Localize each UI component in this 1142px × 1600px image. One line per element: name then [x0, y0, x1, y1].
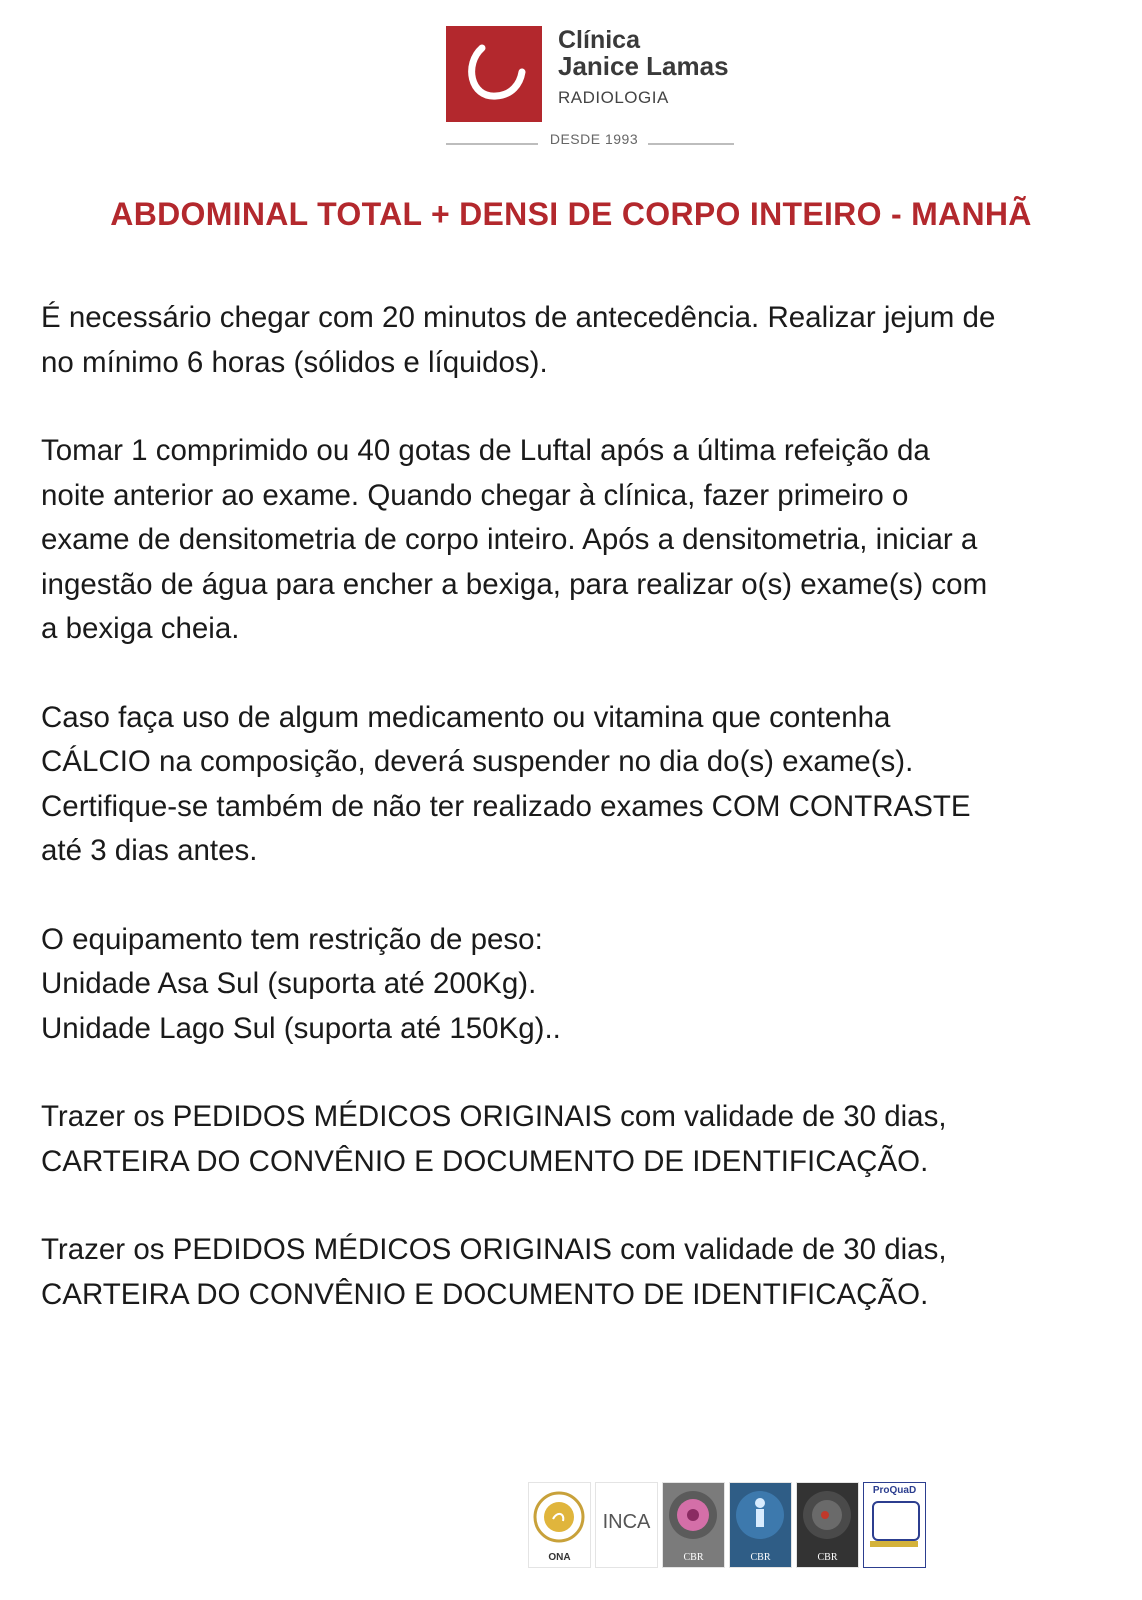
logo-text-clinica: Clínica	[558, 26, 640, 54]
inca-badge	[595, 1482, 658, 1568]
cbr-label: CBR	[683, 1552, 704, 1563]
logo-divider-left	[446, 143, 538, 145]
cbr-mamografia-badge	[662, 1482, 725, 1568]
text-line: Unidade Asa Sul (suporta até 200Kg).	[41, 967, 537, 1000]
cbr-label: CBR	[817, 1552, 838, 1563]
logo-text-radiologia: RADIOLOGIA	[558, 88, 669, 107]
text-line: noite anterior ao exame. Quando chegar à clínica, fazer primeiro o	[41, 478, 909, 512]
instruction-paragraph-documents	[41, 1095, 1113, 1184]
logo-mark	[446, 26, 542, 122]
text-line: CÁLCIO na composição, deverá suspender no dia do(s) exame(s).	[41, 745, 914, 778]
logo-since: DESDE 1993	[549, 131, 639, 147]
text-line: exame de densitometria de corpo inteiro. Após a densitometria, iniciar a	[41, 523, 978, 556]
cbr-label: CBR	[750, 1552, 771, 1563]
ona-label: ONA	[548, 1552, 571, 1563]
text-line: a bexiga cheia.	[41, 612, 240, 645]
proquad-seal-icon	[872, 1501, 920, 1541]
instruction-paragraph-documents-repeat	[41, 1228, 1113, 1317]
ultrassonografia-seal-icon	[797, 1483, 858, 1549]
ressonancia-seal-icon	[730, 1483, 791, 1549]
mamografia-seal-icon	[663, 1483, 724, 1549]
inca-label: INCA	[602, 1511, 651, 1533]
instruction-paragraph-preparation	[41, 429, 1113, 652]
text-line: Trazer os PEDIDOS MÉDICOS ORIGINAIS com validade de 30 dias,	[41, 1100, 947, 1133]
text-line: CARTEIRA DO CONVÊNIO E DOCUMENTO DE IDENTIFICAÇÃO.	[41, 1277, 929, 1311]
text-line: até 3 dias antes.	[41, 834, 258, 867]
accreditation-badges	[528, 1482, 928, 1568]
logo-divider-right	[648, 143, 734, 145]
text-line: no mínimo 6 horas (sólidos e líquidos).	[41, 345, 548, 379]
instruction-paragraph-arrival	[41, 296, 1113, 385]
proquad-ribbon	[870, 1541, 918, 1547]
text-line: O equipamento tem restrição de peso:	[41, 922, 543, 956]
text-line: ingestão de água para encher a bexiga, para realizar o(s) exame(s) com	[41, 567, 988, 601]
text-line: Caso faça uso de algum medicamento ou vitamina que contenha	[41, 700, 891, 734]
text-line: É necessário chegar com 20 minutos de antecedência. Realizar jejum de	[41, 301, 996, 334]
instructions	[41, 296, 1113, 1361]
instruction-paragraph-weight	[41, 918, 1113, 1052]
text-line: Tomar 1 comprimido ou 40 gotas de Luftal após a última refeição da	[41, 434, 930, 467]
text-line: Unidade Lago Sul (suporta até 150Kg)..	[41, 1011, 561, 1045]
cbr-ultrassonografia-badge	[796, 1482, 859, 1568]
exam-title: ABDOMINAL TOTAL + DENSI DE CORPO INTEIRO - MANHÃ	[110, 196, 1032, 232]
logo-text-name: Janice Lamas	[558, 51, 729, 81]
text-line: CARTEIRA DO CONVÊNIO E DOCUMENTO DE IDENTIFICAÇÃO.	[41, 1144, 929, 1178]
logo-curve-icon	[446, 26, 542, 122]
ona-badge	[528, 1482, 591, 1568]
ona-seal-icon	[529, 1483, 590, 1553]
instruction-paragraph-calcium	[41, 696, 1113, 874]
text-line: Certifique-se também de não ter realizado exames COM CONTRASTE	[41, 789, 971, 823]
cbr-ressonancia-badge	[729, 1482, 792, 1568]
clinic-logo	[446, 26, 736, 152]
proquad-badge	[863, 1482, 926, 1568]
proquad-label: ProQuaD	[872, 1485, 917, 1496]
text-line: Trazer os PEDIDOS MÉDICOS ORIGINAIS com validade de 30 dias,	[41, 1233, 947, 1266]
